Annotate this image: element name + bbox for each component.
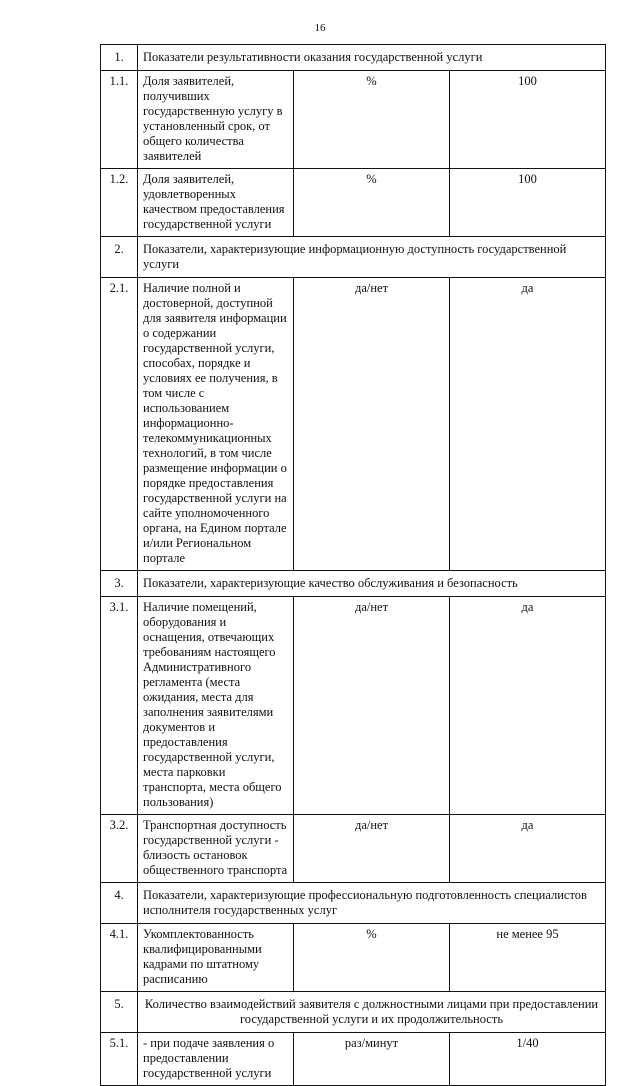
section-title: Показатели, характеризующие информационную доступность государственной услуги <box>138 237 606 278</box>
value-cell: 100 <box>450 71 606 169</box>
value-cell: 100 <box>450 169 606 237</box>
value-cell: да <box>450 815 606 883</box>
section-title: Показатели, характеризующие качество обслуживания и безопасность <box>138 571 606 597</box>
unit-cell: % <box>294 169 450 237</box>
row-number: 4.1. <box>101 924 138 992</box>
table-row <box>101 1033 606 1086</box>
unit-cell: % <box>294 924 450 992</box>
table-row <box>101 883 606 924</box>
section-title: Показатели, характеризующие профессиональную подготовленность специалистов исполнителя государственных услуг <box>138 883 606 924</box>
table-row <box>101 597 606 815</box>
indicator-text: Наличие помещений, оборудования и оснащения, отвечающих требованиям настоящего Административного регламента (места ожидания, места для заполнения заявителями документов и предоставления государственной услуги, места парковки транспорта, места общего пользования) <box>138 597 294 815</box>
row-number: 3. <box>101 571 138 597</box>
unit-cell: да/нет <box>294 815 450 883</box>
value-cell: не менее 95 <box>450 924 606 992</box>
indicator-text: - при подаче заявления о предоставлении государственной услуги <box>138 1033 294 1086</box>
row-number: 5. <box>101 992 138 1033</box>
table-row <box>101 237 606 278</box>
table-row <box>101 924 606 992</box>
indicators-table <box>100 44 606 1086</box>
indicator-text: Доля заявителей, удовлетворенных качеством предоставления государственной услуги <box>138 169 294 237</box>
indicator-text: Транспортная доступность государственной услуги - близость остановок общественного транспорта <box>138 815 294 883</box>
row-number: 3.1. <box>101 597 138 815</box>
row-number: 4. <box>101 883 138 924</box>
row-number: 1.1. <box>101 71 138 169</box>
row-number: 1. <box>101 45 138 71</box>
section-title: Количество взаимодействий заявителя с должностными лицами при предоставлении государственной услуги и их продолжительность <box>138 992 606 1033</box>
indicator-text: Доля заявителей, получивших государственную услугу в установленный срок, от общего количества заявителей <box>138 71 294 169</box>
page-number: 16 <box>314 22 326 34</box>
table-row <box>101 278 606 571</box>
unit-cell: раз/минут <box>294 1033 450 1086</box>
table-row <box>101 169 606 237</box>
value-cell: да <box>450 278 606 571</box>
row-number: 2. <box>101 237 138 278</box>
table-row <box>101 992 606 1033</box>
section-title: Показатели результативности оказания государственной услуги <box>138 45 606 71</box>
value-cell: да <box>450 597 606 815</box>
unit-cell: да/нет <box>294 278 450 571</box>
unit-cell: да/нет <box>294 597 450 815</box>
indicator-text: Наличие полной и достоверной, доступной для заявителя информации о содержании государственной услуги, способах, порядке и условиях ее получения, в том числе с использованием информационно-телекоммуникационных технологий, в том числе размещение информации о порядке предоставления государственной услуги на сайте уполномоченного органа, на Едином портале и/или Региональном портале <box>138 278 294 571</box>
table-row <box>101 815 606 883</box>
value-cell: 1/40 <box>450 1033 606 1086</box>
table-row <box>101 71 606 169</box>
row-number: 1.2. <box>101 169 138 237</box>
unit-cell: % <box>294 71 450 169</box>
table-row <box>101 45 606 71</box>
row-number: 5.1. <box>101 1033 138 1086</box>
row-number: 3.2. <box>101 815 138 883</box>
row-number: 2.1. <box>101 278 138 571</box>
table-row <box>101 571 606 597</box>
indicator-text: Укомплектованность квалифицированными кадрами по штатному расписанию <box>138 924 294 992</box>
